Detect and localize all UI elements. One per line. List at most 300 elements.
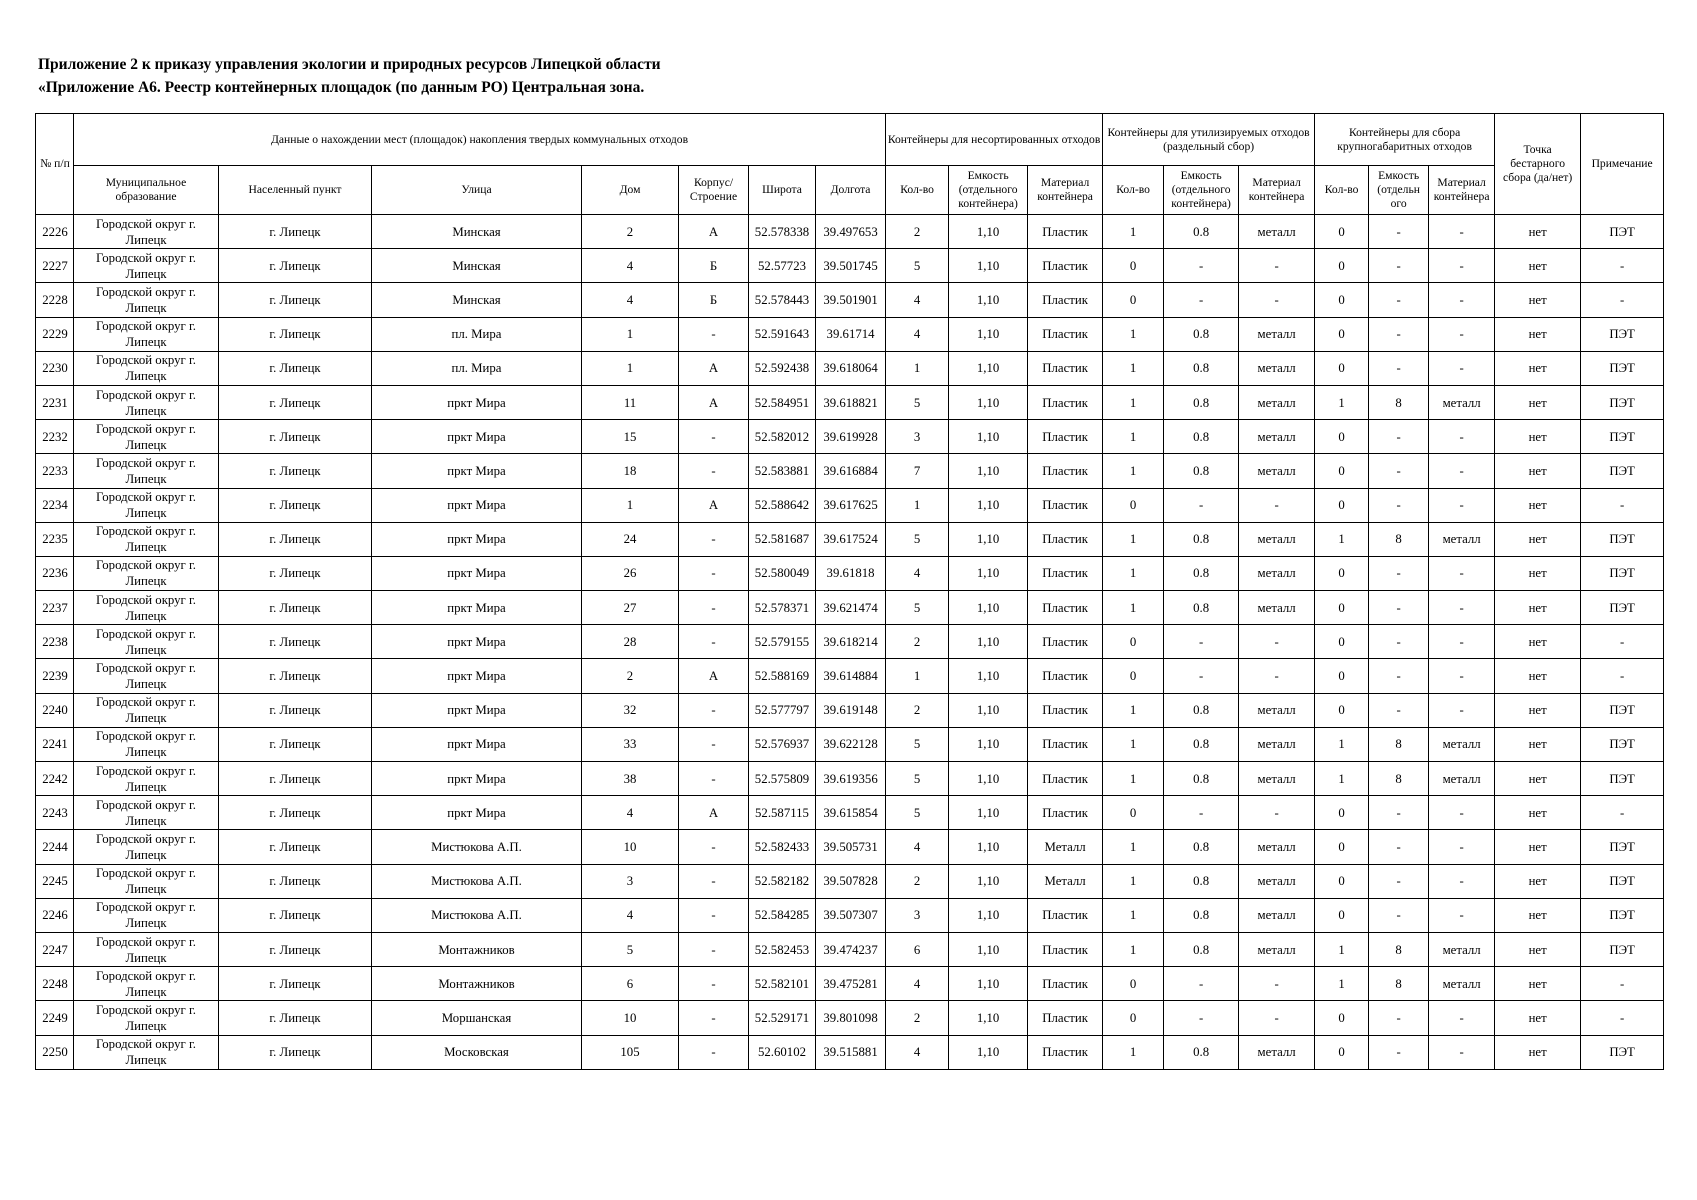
house-cell: 18 <box>582 454 679 488</box>
table-row <box>36 249 1664 283</box>
recyclable-material-cell: - <box>1239 1001 1315 1035</box>
unsorted-material-cell: Пластик <box>1028 693 1103 727</box>
latitude-cell: 52.588169 <box>749 659 816 693</box>
house-cell: 6 <box>582 967 679 1001</box>
bagless-cell: нет <box>1495 727 1581 761</box>
latitude-header: Широта <box>749 166 816 215</box>
bulky-capacity-cell: - <box>1369 1035 1429 1069</box>
street-cell: пркт Мира <box>372 488 582 522</box>
note-cell: ПЭТ <box>1581 727 1664 761</box>
recyclable-group-header: Контейнеры для утилизируемых отходов (раздельный сбор) <box>1103 114 1315 166</box>
bulky-material-cell: металл <box>1429 932 1495 966</box>
street-cell: Монтажников <box>372 967 582 1001</box>
building-cell: - <box>679 591 749 625</box>
unsorted-count-cell: 5 <box>886 762 949 796</box>
municipality-cell: Городской округ г. Липецк <box>74 967 219 1001</box>
recyclable-count-cell: 1 <box>1103 317 1164 351</box>
municipality-cell: Городской округ г. Липецк <box>74 898 219 932</box>
table-row <box>36 420 1664 454</box>
latitude-cell: 52.577797 <box>749 693 816 727</box>
latitude-cell: 52.578371 <box>749 591 816 625</box>
unsorted-capacity-cell: 1,10 <box>949 864 1028 898</box>
municipality-cell: Городской округ г. Липецк <box>74 591 219 625</box>
building-cell: Б <box>679 249 749 283</box>
building-cell: - <box>679 864 749 898</box>
locality-cell: г. Липецк <box>219 762 372 796</box>
recyclable-material-cell: - <box>1239 283 1315 317</box>
longitude-cell: 39.615854 <box>816 796 886 830</box>
unsorted-count-cell: 4 <box>886 967 949 1001</box>
bagless-cell: нет <box>1495 488 1581 522</box>
row-number-cell: 2226 <box>36 215 74 249</box>
street-cell: Мистюкова А.П. <box>372 898 582 932</box>
municipality-cell: Городской округ г. Липецк <box>74 488 219 522</box>
recyclable-capacity-header: Емкость (отдельного контейнера) <box>1164 166 1239 215</box>
bagless-cell: нет <box>1495 796 1581 830</box>
recyclable-material-cell: - <box>1239 625 1315 659</box>
table-row <box>36 830 1664 864</box>
recyclable-material-cell: металл <box>1239 454 1315 488</box>
bulky-capacity-cell: - <box>1369 864 1429 898</box>
recyclable-material-cell: металл <box>1239 351 1315 385</box>
recyclable-material-cell: металл <box>1239 830 1315 864</box>
bagless-cell: нет <box>1495 522 1581 556</box>
row-number-cell: 2248 <box>36 967 74 1001</box>
municipality-cell: Городской округ г. Липецк <box>74 1001 219 1035</box>
col-number-header: № п/п <box>36 114 74 215</box>
house-cell: 15 <box>582 420 679 454</box>
row-number-cell: 2241 <box>36 727 74 761</box>
row-number-cell: 2232 <box>36 420 74 454</box>
street-cell: Московская <box>372 1035 582 1069</box>
recyclable-count-cell: 1 <box>1103 215 1164 249</box>
house-cell: 26 <box>582 556 679 590</box>
unsorted-count-cell: 2 <box>886 1001 949 1035</box>
bulky-material-cell: - <box>1429 249 1495 283</box>
note-cell: ПЭТ <box>1581 830 1664 864</box>
building-cell: - <box>679 932 749 966</box>
recyclable-material-cell: металл <box>1239 693 1315 727</box>
bulky-count-cell: 0 <box>1315 420 1369 454</box>
building-cell: - <box>679 522 749 556</box>
note-cell: ПЭТ <box>1581 898 1664 932</box>
note-cell: ПЭТ <box>1581 556 1664 590</box>
building-cell: - <box>679 556 749 590</box>
municipality-cell: Городской округ г. Липецк <box>74 283 219 317</box>
unsorted-material-cell: Пластик <box>1028 932 1103 966</box>
longitude-cell: 39.622128 <box>816 727 886 761</box>
bulky-count-cell: 0 <box>1315 1001 1369 1035</box>
bulky-material-cell: металл <box>1429 967 1495 1001</box>
locality-cell: г. Липецк <box>219 249 372 283</box>
recyclable-capacity-cell: - <box>1164 1001 1239 1035</box>
house-cell: 28 <box>582 625 679 659</box>
note-cell: - <box>1581 283 1664 317</box>
bagless-cell: нет <box>1495 1035 1581 1069</box>
municipality-cell: Городской округ г. Липецк <box>74 420 219 454</box>
recyclable-capacity-cell: - <box>1164 967 1239 1001</box>
longitude-cell: 39.505731 <box>816 830 886 864</box>
recyclable-capacity-cell: 0.8 <box>1164 522 1239 556</box>
bulky-count-cell: 0 <box>1315 693 1369 727</box>
unsorted-count-cell: 4 <box>886 1035 949 1069</box>
note-cell: - <box>1581 249 1664 283</box>
latitude-cell: 52.576937 <box>749 727 816 761</box>
house-cell: 2 <box>582 659 679 693</box>
recyclable-count-header: Кол-во <box>1103 166 1164 215</box>
bulky-count-cell: 1 <box>1315 522 1369 556</box>
unsorted-capacity-cell: 1,10 <box>949 420 1028 454</box>
house-cell: 5 <box>582 932 679 966</box>
row-number-cell: 2243 <box>36 796 74 830</box>
locality-cell: г. Липецк <box>219 351 372 385</box>
bulky-count-cell: 0 <box>1315 283 1369 317</box>
bulky-capacity-cell: 8 <box>1369 522 1429 556</box>
recyclable-material-cell: металл <box>1239 385 1315 419</box>
table-header <box>36 114 1664 215</box>
recyclable-capacity-cell: - <box>1164 796 1239 830</box>
location-group-header: Данные о нахождении мест (площадок) накопления твердых коммунальных отходов <box>74 114 886 166</box>
row-number-cell: 2249 <box>36 1001 74 1035</box>
unsorted-count-cell: 5 <box>886 727 949 761</box>
building-cell: Б <box>679 283 749 317</box>
locality-cell: г. Липецк <box>219 385 372 419</box>
latitude-cell: 52.575809 <box>749 762 816 796</box>
municipality-cell: Городской округ г. Липецк <box>74 693 219 727</box>
street-cell: пркт Мира <box>372 625 582 659</box>
bagless-cell: нет <box>1495 215 1581 249</box>
recyclable-capacity-cell: - <box>1164 625 1239 659</box>
municipality-cell: Городской округ г. Липецк <box>74 1035 219 1069</box>
building-cell: - <box>679 898 749 932</box>
row-number-cell: 2239 <box>36 659 74 693</box>
latitude-cell: 52.57723 <box>749 249 816 283</box>
table-row <box>36 351 1664 385</box>
longitude-cell: 39.507307 <box>816 898 886 932</box>
street-cell: пркт Мира <box>372 591 582 625</box>
recyclable-count-cell: 0 <box>1103 1001 1164 1035</box>
unsorted-group-header: Контейнеры для несортированных отходов <box>886 114 1103 166</box>
bulky-count-cell: 1 <box>1315 727 1369 761</box>
row-number-cell: 2233 <box>36 454 74 488</box>
unsorted-capacity-cell: 1,10 <box>949 556 1028 590</box>
recyclable-capacity-cell: 0.8 <box>1164 591 1239 625</box>
table-row <box>36 556 1664 590</box>
unsorted-material-cell: Пластик <box>1028 556 1103 590</box>
row-number-cell: 2245 <box>36 864 74 898</box>
unsorted-count-cell: 4 <box>886 283 949 317</box>
unsorted-capacity-cell: 1,10 <box>949 898 1028 932</box>
bulky-capacity-cell: - <box>1369 830 1429 864</box>
latitude-cell: 52.584951 <box>749 385 816 419</box>
municipality-cell: Городской округ г. Липецк <box>74 864 219 898</box>
building-cell: А <box>679 796 749 830</box>
recyclable-material-cell: металл <box>1239 762 1315 796</box>
locality-cell: г. Липецк <box>219 283 372 317</box>
municipality-cell: Городской округ г. Липецк <box>74 762 219 796</box>
longitude-cell: 39.619148 <box>816 693 886 727</box>
recyclable-count-cell: 1 <box>1103 454 1164 488</box>
locality-cell: г. Липецк <box>219 898 372 932</box>
recyclable-capacity-cell: 0.8 <box>1164 762 1239 796</box>
unsorted-capacity-cell: 1,10 <box>949 283 1028 317</box>
unsorted-material-cell: Пластик <box>1028 591 1103 625</box>
building-cell: - <box>679 317 749 351</box>
latitude-cell: 52.584285 <box>749 898 816 932</box>
bulky-material-cell: металл <box>1429 385 1495 419</box>
latitude-cell: 52.578338 <box>749 215 816 249</box>
building-cell: - <box>679 762 749 796</box>
row-number-cell: 2250 <box>36 1035 74 1069</box>
unsorted-count-cell: 4 <box>886 830 949 864</box>
bulky-material-cell: - <box>1429 864 1495 898</box>
bagless-cell: нет <box>1495 556 1581 590</box>
unsorted-material-cell: Пластик <box>1028 1001 1103 1035</box>
bulky-material-cell: - <box>1429 1035 1495 1069</box>
latitude-cell: 52.582012 <box>749 420 816 454</box>
street-cell: пркт Мира <box>372 385 582 419</box>
house-cell: 27 <box>582 591 679 625</box>
locality-cell: г. Липецк <box>219 556 372 590</box>
header-row-sub <box>36 166 1664 215</box>
street-cell: Монтажников <box>372 932 582 966</box>
bagless-cell: нет <box>1495 967 1581 1001</box>
latitude-cell: 52.582433 <box>749 830 816 864</box>
document-title <box>38 53 661 99</box>
municipality-cell: Городской округ г. Липецк <box>74 796 219 830</box>
unsorted-capacity-cell: 1,10 <box>949 385 1028 419</box>
house-cell: 1 <box>582 488 679 522</box>
unsorted-count-cell: 5 <box>886 249 949 283</box>
recyclable-count-cell: 1 <box>1103 830 1164 864</box>
bulky-material-cell: - <box>1429 898 1495 932</box>
house-cell: 10 <box>582 1001 679 1035</box>
unsorted-count-cell: 5 <box>886 522 949 556</box>
recyclable-count-cell: 1 <box>1103 1035 1164 1069</box>
bagless-cell: нет <box>1495 898 1581 932</box>
bulky-count-cell: 0 <box>1315 864 1369 898</box>
table-row <box>36 625 1664 659</box>
row-number-cell: 2227 <box>36 249 74 283</box>
longitude-cell: 39.61818 <box>816 556 886 590</box>
unsorted-material-cell: Металл <box>1028 864 1103 898</box>
longitude-cell: 39.501901 <box>816 283 886 317</box>
unsorted-count-cell: 5 <box>886 796 949 830</box>
longitude-cell: 39.617625 <box>816 488 886 522</box>
locality-cell: г. Липецк <box>219 864 372 898</box>
unsorted-material-cell: Пластик <box>1028 215 1103 249</box>
recyclable-material-cell: металл <box>1239 932 1315 966</box>
recyclable-count-cell: 1 <box>1103 351 1164 385</box>
bulky-count-cell: 0 <box>1315 898 1369 932</box>
table-row <box>36 1001 1664 1035</box>
house-cell: 11 <box>582 385 679 419</box>
street-cell: пл. Мира <box>372 351 582 385</box>
street-cell: пркт Мира <box>372 522 582 556</box>
bulky-capacity-cell: - <box>1369 454 1429 488</box>
longitude-cell: 39.474237 <box>816 932 886 966</box>
latitude-cell: 52.582453 <box>749 932 816 966</box>
bulky-capacity-cell: - <box>1369 556 1429 590</box>
building-cell: А <box>679 488 749 522</box>
longitude-cell: 39.614884 <box>816 659 886 693</box>
house-cell: 4 <box>582 898 679 932</box>
recyclable-material-cell: металл <box>1239 864 1315 898</box>
row-number-cell: 2231 <box>36 385 74 419</box>
bulky-count-cell: 0 <box>1315 351 1369 385</box>
recyclable-material-cell: металл <box>1239 317 1315 351</box>
unsorted-capacity-cell: 1,10 <box>949 762 1028 796</box>
street-cell: пркт Мира <box>372 454 582 488</box>
bulky-material-cell: - <box>1429 351 1495 385</box>
bulky-capacity-cell: 8 <box>1369 727 1429 761</box>
unsorted-material-cell: Металл <box>1028 830 1103 864</box>
house-cell: 38 <box>582 762 679 796</box>
unsorted-material-cell: Пластик <box>1028 659 1103 693</box>
bulky-count-cell: 0 <box>1315 488 1369 522</box>
bulky-capacity-cell: - <box>1369 693 1429 727</box>
bulky-material-cell: - <box>1429 488 1495 522</box>
table-row <box>36 864 1664 898</box>
unsorted-capacity-cell: 1,10 <box>949 522 1028 556</box>
bulky-material-header: Материал контейнера <box>1429 166 1495 215</box>
locality-cell: г. Липецк <box>219 317 372 351</box>
recyclable-material-cell: металл <box>1239 522 1315 556</box>
municipality-cell: Городской округ г. Липецк <box>74 522 219 556</box>
bagless-cell: нет <box>1495 693 1581 727</box>
bulky-count-cell: 0 <box>1315 556 1369 590</box>
bulky-capacity-cell: - <box>1369 317 1429 351</box>
locality-cell: г. Липецк <box>219 796 372 830</box>
recyclable-material-cell: - <box>1239 796 1315 830</box>
bulky-material-cell: металл <box>1429 727 1495 761</box>
unsorted-count-cell: 3 <box>886 420 949 454</box>
note-cell: - <box>1581 796 1664 830</box>
longitude-cell: 39.497653 <box>816 215 886 249</box>
unsorted-capacity-cell: 1,10 <box>949 967 1028 1001</box>
latitude-cell: 52.578443 <box>749 283 816 317</box>
note-cell: ПЭТ <box>1581 215 1664 249</box>
unsorted-capacity-cell: 1,10 <box>949 454 1028 488</box>
note-cell: - <box>1581 488 1664 522</box>
locality-cell: г. Липецк <box>219 454 372 488</box>
bagless-cell: нет <box>1495 454 1581 488</box>
row-number-cell: 2237 <box>36 591 74 625</box>
building-cell: - <box>679 420 749 454</box>
recyclable-material-cell: - <box>1239 488 1315 522</box>
bulky-capacity-cell: - <box>1369 351 1429 385</box>
unsorted-capacity-cell: 1,10 <box>949 488 1028 522</box>
bulky-capacity-cell: - <box>1369 796 1429 830</box>
house-cell: 10 <box>582 830 679 864</box>
unsorted-count-cell: 2 <box>886 215 949 249</box>
table-row <box>36 591 1664 625</box>
unsorted-count-cell: 1 <box>886 659 949 693</box>
house-cell: 2 <box>582 215 679 249</box>
note-cell: ПЭТ <box>1581 591 1664 625</box>
locality-cell: г. Липецк <box>219 215 372 249</box>
unsorted-material-cell: Пластик <box>1028 283 1103 317</box>
house-cell: 4 <box>582 796 679 830</box>
recyclable-material-cell: - <box>1239 659 1315 693</box>
bulky-material-cell: - <box>1429 591 1495 625</box>
bulky-material-cell: - <box>1429 283 1495 317</box>
recyclable-count-cell: 1 <box>1103 932 1164 966</box>
street-cell: Минская <box>372 249 582 283</box>
bulky-material-cell: - <box>1429 215 1495 249</box>
latitude-cell: 52.591643 <box>749 317 816 351</box>
locality-cell: г. Липецк <box>219 659 372 693</box>
bagless-cell: нет <box>1495 351 1581 385</box>
latitude-cell: 52.529171 <box>749 1001 816 1035</box>
bagless-header: Точка бестарного сбора (да/нет) <box>1495 114 1581 215</box>
recyclable-material-header: Материал контейнера <box>1239 166 1315 215</box>
bagless-cell: нет <box>1495 625 1581 659</box>
unsorted-material-cell: Пластик <box>1028 1035 1103 1069</box>
unsorted-material-cell: Пластик <box>1028 967 1103 1001</box>
table-row <box>36 522 1664 556</box>
recyclable-capacity-cell: 0.8 <box>1164 898 1239 932</box>
recyclable-capacity-cell: - <box>1164 283 1239 317</box>
bulky-count-cell: 1 <box>1315 932 1369 966</box>
house-cell: 1 <box>582 351 679 385</box>
bulky-capacity-cell: 8 <box>1369 967 1429 1001</box>
bulky-group-header: Контейнеры для сбора крупногабаритных отходов <box>1315 114 1495 166</box>
row-number-cell: 2228 <box>36 283 74 317</box>
unsorted-capacity-cell: 1,10 <box>949 625 1028 659</box>
bulky-capacity-cell: 8 <box>1369 762 1429 796</box>
recyclable-count-cell: 0 <box>1103 283 1164 317</box>
recyclable-count-cell: 0 <box>1103 796 1164 830</box>
recyclable-count-cell: 1 <box>1103 556 1164 590</box>
bulky-capacity-header: Емкость (отдельн ого <box>1369 166 1429 215</box>
longitude-cell: 39.507828 <box>816 864 886 898</box>
bulky-capacity-cell: 8 <box>1369 385 1429 419</box>
bulky-material-cell: - <box>1429 693 1495 727</box>
municipality-cell: Городской округ г. Липецк <box>74 625 219 659</box>
locality-cell: г. Липецк <box>219 522 372 556</box>
street-cell: пл. Мира <box>372 317 582 351</box>
recyclable-count-cell: 1 <box>1103 762 1164 796</box>
longitude-cell: 39.61714 <box>816 317 886 351</box>
longitude-cell: 39.616884 <box>816 454 886 488</box>
longitude-cell: 39.515881 <box>816 1035 886 1069</box>
bagless-cell: нет <box>1495 762 1581 796</box>
unsorted-count-cell: 1 <box>886 351 949 385</box>
latitude-cell: 52.580049 <box>749 556 816 590</box>
bulky-capacity-cell: - <box>1369 625 1429 659</box>
table-row <box>36 317 1664 351</box>
recyclable-material-cell: металл <box>1239 727 1315 761</box>
note-header: Примечание <box>1581 114 1664 215</box>
bagless-cell: нет <box>1495 283 1581 317</box>
longitude-cell: 39.617524 <box>816 522 886 556</box>
unsorted-material-cell: Пластик <box>1028 522 1103 556</box>
row-number-cell: 2234 <box>36 488 74 522</box>
row-number-cell: 2247 <box>36 932 74 966</box>
table-row <box>36 932 1664 966</box>
table-row <box>36 215 1664 249</box>
unsorted-material-cell: Пластик <box>1028 454 1103 488</box>
municipality-cell: Городской округ г. Липецк <box>74 556 219 590</box>
bulky-count-cell: 0 <box>1315 215 1369 249</box>
unsorted-material-cell: Пластик <box>1028 625 1103 659</box>
unsorted-count-cell: 5 <box>886 591 949 625</box>
container-site-registry-table <box>35 113 1664 1070</box>
unsorted-capacity-cell: 1,10 <box>949 796 1028 830</box>
recyclable-count-cell: 1 <box>1103 864 1164 898</box>
table-row <box>36 454 1664 488</box>
